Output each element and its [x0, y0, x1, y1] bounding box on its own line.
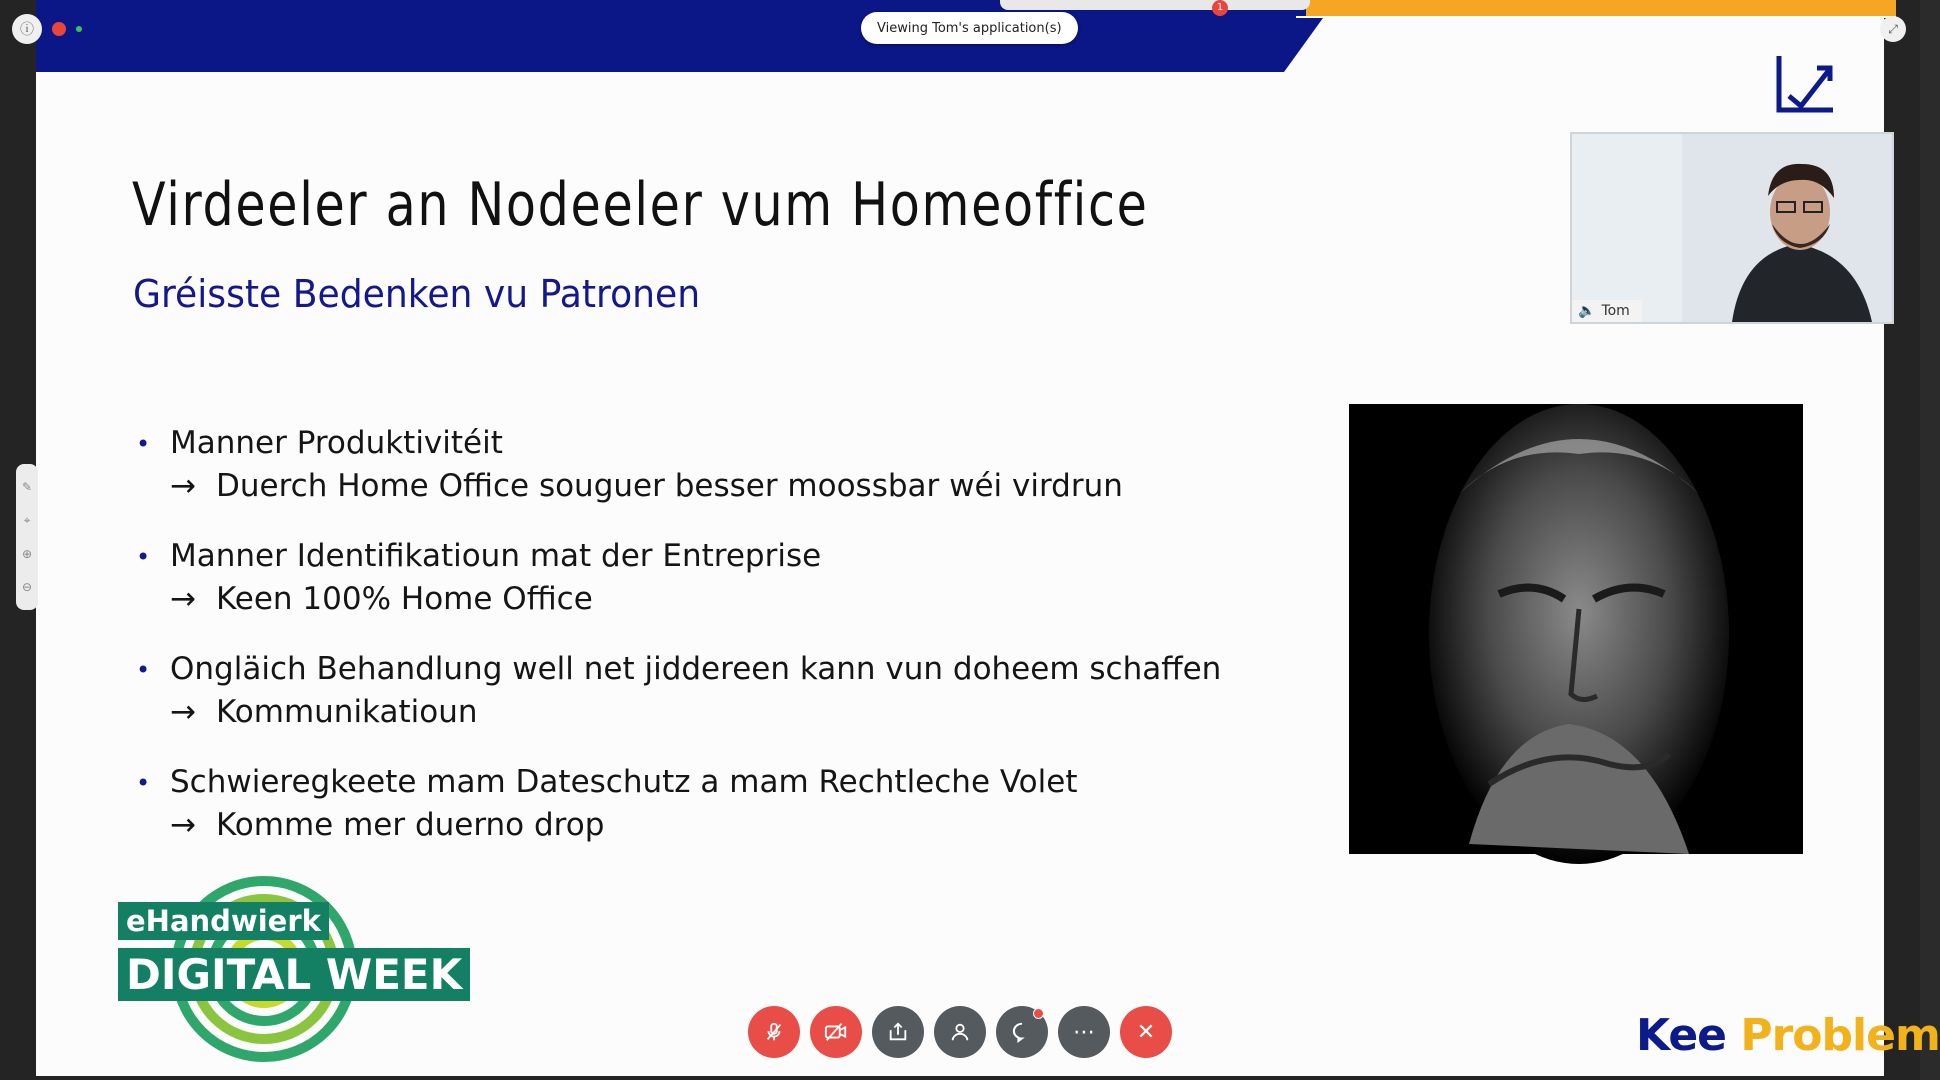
slide-header-divider: [1296, 16, 1896, 18]
brand-logo: [1636, 1010, 1940, 1061]
bullet-sub-line: [170, 691, 1296, 734]
viewing-status-pill[interactable]: Viewing Tom's application(s): [861, 12, 1078, 44]
mute-microphone-button[interactable]: [748, 1006, 800, 1058]
leave-call-button[interactable]: [1120, 1006, 1172, 1058]
annotation-toolbar: [16, 464, 38, 610]
share-screen-button[interactable]: [872, 1006, 924, 1058]
popout-icon[interactable]: ⤢: [1880, 16, 1906, 42]
event-logo-line1: eHandwierk: [118, 902, 329, 940]
meeting-top-handle[interactable]: [1000, 0, 1310, 10]
chat-unread-dot: [1033, 1008, 1044, 1019]
annotate-icon[interactable]: ✎: [21, 479, 33, 494]
bullet-sub-line: [170, 804, 1296, 847]
connection-dot-icon: [76, 26, 82, 32]
slide-header-accent: [1306, 0, 1896, 16]
bullet-list: [136, 422, 1296, 874]
slide-subtitle: Gréisste Bedenken vu Patronen: [133, 272, 701, 316]
bullet-main-text: Manner Produktivitéit: [170, 425, 503, 461]
bullet-item: [136, 422, 1296, 508]
arrow-icon: →: [170, 581, 196, 617]
bullet-main-text: Schwieregkeete mam Dateschutz a mam Rechtleche Volet: [170, 764, 1078, 800]
slide-title: Virdeeler an Nodeeler vum Homeoffice: [132, 170, 1149, 240]
bullet-dot: •: [136, 543, 151, 571]
participants-button[interactable]: [934, 1006, 986, 1058]
stop-video-icon: [824, 1021, 848, 1043]
bullet-item: [136, 761, 1296, 847]
zoom-out-icon[interactable]: ⊖: [21, 580, 33, 595]
bullet-sub-text: Keen 100% Home Office: [216, 581, 593, 617]
participant-name-label: [1572, 300, 1642, 322]
bullet-dot: •: [136, 769, 151, 797]
speaker-icon: 🔈: [1578, 303, 1596, 319]
chart-logo-icon: [1773, 52, 1837, 116]
share-screen-icon: [887, 1021, 909, 1043]
more-options-button[interactable]: [1058, 1006, 1110, 1058]
bullet-main-text: Ongläich Behandlung well net jiddereen kann vun doheem schaffen: [170, 651, 1222, 687]
participants-icon: [949, 1021, 971, 1043]
arrow-icon: →: [170, 807, 196, 843]
slide-header-band: [36, 0, 1336, 72]
arrow-icon: →: [170, 468, 196, 504]
record-indicator-icon: [52, 22, 66, 36]
participant-name: Tom: [1601, 303, 1630, 319]
more-icon: ⋯: [1073, 1019, 1095, 1045]
arrow-icon: →: [170, 694, 196, 730]
mute-microphone-icon: [763, 1021, 785, 1043]
brand-logo-part1: Kee: [1636, 1010, 1727, 1061]
participant-video-tile[interactable]: [1570, 132, 1894, 324]
bullet-dot: •: [136, 656, 151, 684]
stop-video-button[interactable]: [810, 1006, 862, 1058]
bullet-sub-line: [170, 578, 1296, 621]
zoom-in-icon[interactable]: ⊕: [21, 546, 33, 561]
event-logo-line2: DIGITAL WEEK: [118, 948, 470, 1001]
info-icon[interactable]: ⓘ: [12, 14, 42, 44]
chat-button[interactable]: [996, 1006, 1048, 1058]
bullet-sub-line: [170, 465, 1296, 508]
thinking-man-photo: [1349, 404, 1803, 854]
bullet-item: [136, 648, 1296, 734]
bullet-sub-text: Komme mer duerno drop: [216, 807, 605, 843]
pointer-icon[interactable]: ⌖: [23, 513, 31, 528]
call-controls-bar: [748, 1006, 1172, 1058]
leave-call-icon: ✕: [1136, 1019, 1156, 1045]
window-status-icons: [12, 14, 82, 44]
bullet-item: [136, 535, 1296, 621]
bullet-dot: •: [136, 430, 151, 458]
bullet-sub-text: Duerch Home Office souguer besser moossbar wéi virdrun: [216, 468, 1123, 504]
bullet-main-text: Manner Identifikatioun mat der Entreprise: [170, 538, 822, 574]
brand-logo-part2: Problem: [1740, 1010, 1940, 1061]
chat-icon: [1011, 1021, 1033, 1043]
bullet-sub-text: Kommunikatioun: [216, 694, 478, 730]
notification-badge[interactable]: 1: [1212, 0, 1228, 16]
